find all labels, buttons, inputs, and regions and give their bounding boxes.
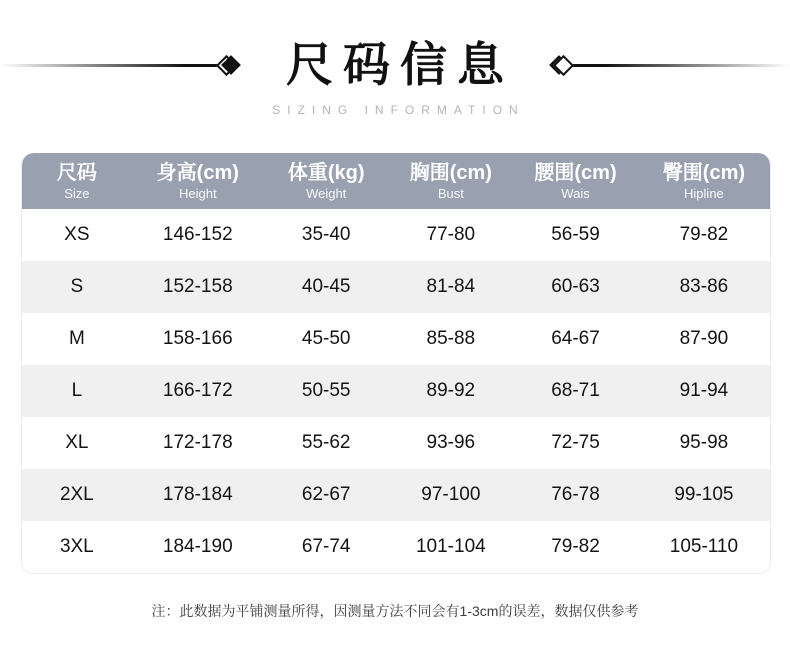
table-cell: 3XL (59, 536, 94, 557)
table-cell: 97-100 (421, 484, 481, 505)
table-cell: XL (65, 432, 89, 453)
table-cell: 64-67 (551, 328, 600, 349)
header-label-en: Wais (561, 186, 590, 201)
diamond-ornament-left (219, 58, 238, 73)
table-cell: 50-55 (301, 380, 351, 401)
table-header (22, 153, 770, 209)
header-label-en: Hipline (684, 186, 724, 201)
table-cell: 62-67 (301, 484, 351, 505)
header-cell (264, 161, 389, 201)
title-divider-left (0, 64, 219, 67)
header-cell (389, 161, 514, 201)
header-label-zh: 臀围(cm) (662, 162, 746, 184)
table-cell: 152-158 (162, 276, 233, 297)
header-label-zh: 尺码 (56, 162, 97, 184)
table-cell: XS (64, 224, 90, 245)
table-cell: 184-190 (162, 536, 233, 557)
table-cell: 95-98 (679, 432, 729, 453)
header-label-zh: 胸围(cm) (409, 162, 492, 184)
table-cell: 93-96 (426, 432, 476, 453)
title-row (0, 36, 790, 94)
table-cell: 85-88 (426, 328, 476, 349)
table-cell: 55-62 (301, 432, 351, 453)
table-cell: 77-80 (426, 224, 476, 245)
title-block (0, 36, 790, 117)
page-subtitle: SIZING INFORMATION (272, 103, 525, 117)
table-cell: 89-92 (426, 380, 476, 401)
table-row (22, 313, 770, 365)
table-row (22, 469, 770, 521)
table-cell: L (71, 380, 83, 401)
header-label-zh: 腰围(cm) (534, 162, 617, 184)
table-cell: 105-110 (669, 536, 739, 557)
table-body (22, 209, 770, 573)
table-row (22, 521, 770, 573)
table-cell: 67-74 (301, 536, 351, 557)
header-cell (513, 161, 638, 201)
table-cell: 166-172 (162, 380, 233, 401)
table-cell: 87-90 (679, 328, 729, 349)
header-label-en: Height (178, 186, 217, 201)
measurement-note: 注：此数据为平铺测量所得，因测量方法不同会有1-3cm的误差，数据仅供参考 (151, 603, 639, 619)
header-cell (638, 161, 770, 201)
page-title: 尺码信息 (286, 37, 514, 93)
table-cell: 60-63 (551, 276, 600, 297)
table-cell: 158-166 (162, 328, 233, 349)
table-cell: 178-184 (162, 484, 233, 505)
table-cell: 91-94 (679, 380, 729, 401)
table-cell: 101-104 (415, 536, 486, 557)
table-cell: 2XL (59, 484, 94, 505)
table-cell: 56-59 (551, 224, 600, 245)
table-cell: 172-178 (162, 432, 233, 453)
table-cell: 45-50 (301, 328, 351, 349)
size-table (21, 153, 771, 574)
table-cell: 76-78 (551, 484, 600, 505)
table-row (22, 417, 770, 469)
table-row (22, 209, 770, 261)
table-cell: 79-82 (551, 536, 600, 557)
table-row (22, 365, 770, 417)
header-label-zh: 身高(cm) (156, 162, 239, 184)
table-cell: 83-86 (679, 276, 729, 297)
header-cell (22, 161, 132, 201)
table-cell: S (70, 276, 84, 297)
title-divider-right (571, 64, 790, 67)
table-cell: 81-84 (426, 276, 476, 297)
table-cell: M (68, 328, 85, 349)
header-cell (132, 161, 264, 201)
header-label-zh: 体重(kg) (287, 162, 365, 184)
table-cell: 40-45 (301, 276, 351, 297)
table-cell: 146-152 (162, 224, 233, 245)
table-cell: 35-40 (301, 224, 351, 245)
table-cell: 72-75 (551, 432, 600, 453)
table-cell: 79-82 (679, 224, 729, 245)
table-row (22, 261, 770, 313)
diamond-ornament-right (552, 58, 571, 73)
header-label-en: Weight (306, 186, 347, 201)
header-label-en: Bust (437, 186, 464, 201)
header-label-en: Size (64, 186, 90, 201)
table-cell: 68-71 (551, 380, 600, 401)
table-cell: 99-105 (674, 484, 734, 505)
